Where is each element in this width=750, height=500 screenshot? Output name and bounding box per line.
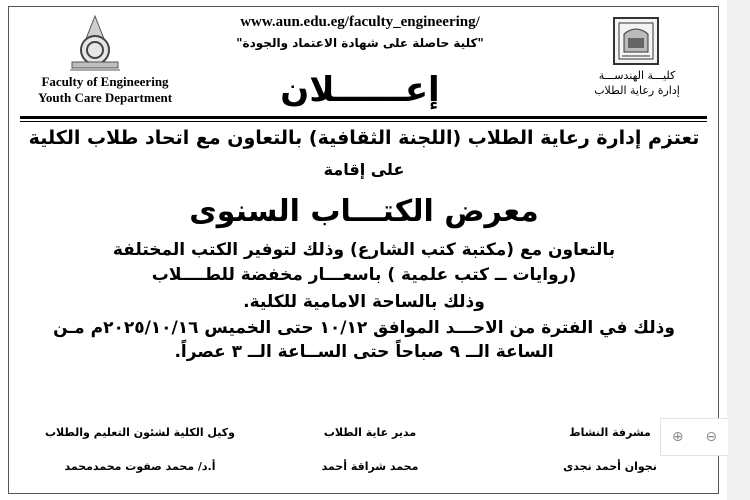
header-rule — [20, 116, 707, 119]
signature-vice-dean — [40, 426, 240, 473]
signature-youth-care-director — [270, 426, 470, 473]
body-line-8: الساعة الــ ٩ صباحاً حتى الســاعة الــ ٣ عصراً. — [174, 342, 554, 362]
zoom-in-icon[interactable]: ⊕ — [671, 429, 684, 445]
header-rule-thin — [20, 121, 707, 122]
faculty-emblem-logo — [62, 14, 128, 72]
zoom-controls — [660, 418, 728, 456]
signature-name: محمد شراقة أحمد — [321, 460, 419, 473]
faculty-name-ar — [578, 68, 696, 98]
signature-name: نجوان أحمد نجدى — [563, 460, 657, 473]
signature-title: مدير عاية الطلاب — [323, 426, 417, 439]
faculty-line-en-2: Youth Care Department — [37, 90, 173, 105]
faculty-line-ar-1: كليـــة الهندســـة — [598, 69, 676, 82]
faculty-line-ar-2: إدارة رعاية الطلاب — [594, 84, 680, 97]
university-seal-logo — [610, 12, 662, 68]
signature-title: وكيل الكلية لشئون التعليم والطلاب — [45, 426, 235, 439]
faculty-url: www.aun.edu.eg/faculty_engineering/ — [240, 14, 480, 30]
body-line-4: بالتعاون مع (مكتبة كتب الشارع) وذلك لتوفير الكتب المختلفة — [112, 240, 616, 260]
announcement-title: إعــــــلان — [280, 70, 440, 110]
signature-name: أ.د/ محمد صفوت محمدمحمد — [64, 460, 216, 473]
body-line-6: وذلك بالساحة الامامية للكلية. — [243, 292, 485, 312]
body-line-2: على إقامة — [323, 160, 405, 179]
faculty-name-en — [28, 74, 182, 106]
body-line-7: وذلك في الفترة من الاحـــد الموافق ١٠/١٢ حتى الخميس ٢٠٢٥/١٠/١٦م مـن — [53, 318, 675, 338]
event-title: معرض الكتـــاب السنوى — [189, 194, 539, 229]
signature-title: مشرفة النشاط — [569, 426, 651, 439]
faculty-line-en-1: Faculty of Engineering — [41, 74, 169, 89]
accreditation-note: "كلية حاصلة على شهادة الاعتماد والجودة" — [236, 36, 484, 50]
body-line-5: (روايات ــ كتب علمية ) باسعـــار مخفضة للطــــلاب — [151, 265, 577, 285]
body-line-1: تعتزم إدارة رعاية الطلاب (اللجنة الثقافية) بالتعاون مع اتحاد طلاب الكلية — [28, 127, 700, 149]
zoom-out-icon[interactable]: ⊖ — [705, 429, 718, 445]
